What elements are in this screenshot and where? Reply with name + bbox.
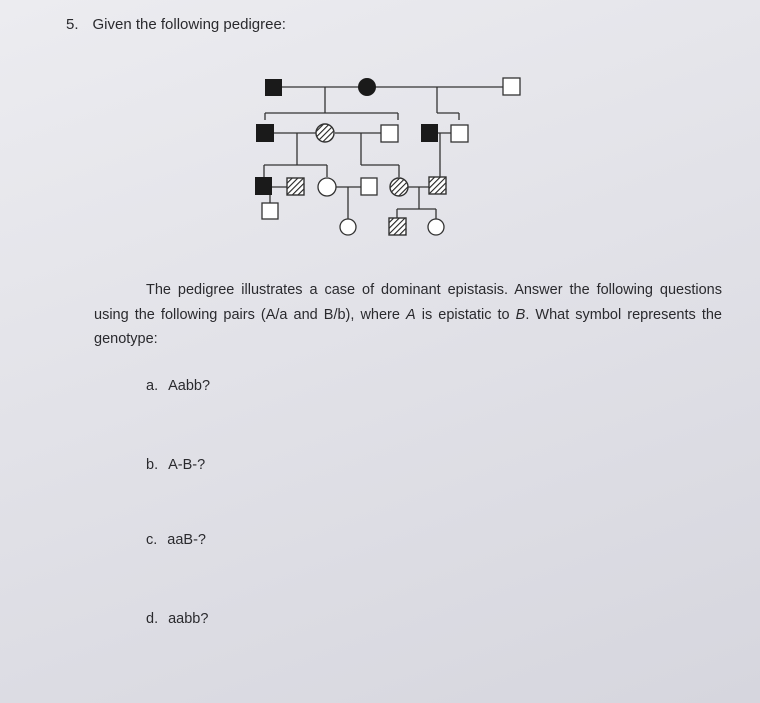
- gen2-male-affected-b: [421, 124, 438, 142]
- pedigree-diagram: [0, 0, 760, 260]
- intro-text-3: . What symbol represents the genotype:: [94, 306, 722, 347]
- gen3-male-hatched: [287, 178, 304, 195]
- gen2-male-affected: [256, 124, 274, 142]
- question-title: Given the following pedigree:: [92, 16, 286, 33]
- question-intro: [94, 278, 722, 352]
- part-c-letter: c.: [146, 532, 158, 548]
- gen3-female-hatched: [390, 178, 408, 196]
- gen4-male-hatched: [389, 218, 406, 235]
- question-number: 5.: [66, 16, 79, 33]
- question-part-d: [146, 611, 208, 627]
- question-part-b: [146, 457, 205, 473]
- question-part-a: [146, 378, 210, 394]
- pedigree-lines: [264, 87, 513, 219]
- gen2-male-unaffected-b: [451, 125, 468, 142]
- gen1-male-affected: [265, 79, 282, 96]
- gen4-female-unaffected: [340, 219, 356, 235]
- gen3-male-hatched-b: [429, 177, 446, 194]
- part-a-text: Aabb?: [168, 378, 211, 394]
- gen4-female-unaffected-b: [428, 219, 444, 235]
- gen4-male-unaffected: [262, 203, 278, 219]
- intro-text-1: The pedigree illustrates a case of dominant epistasis. Answer the following questions using the following pairs (A/a and B/b), where: [94, 282, 722, 323]
- part-d-letter: d.: [146, 611, 159, 627]
- gen2-male-unaffected: [381, 125, 398, 142]
- gen3-male-affected: [255, 177, 272, 195]
- gen2-female-hatched: [316, 124, 334, 142]
- gen3-female-unaffected: [318, 178, 336, 196]
- question-part-c: [146, 532, 206, 548]
- part-b-text: A-B-?: [168, 457, 206, 473]
- part-a-letter: a.: [146, 378, 159, 394]
- part-d-text: aabb?: [168, 611, 209, 627]
- intro-text-2: is epistatic to: [415, 306, 516, 323]
- part-b-letter: b.: [146, 457, 159, 473]
- part-c-text: aaB-?: [167, 532, 206, 548]
- intro-italic-a: A: [406, 306, 416, 323]
- gen1-female-affected: [358, 78, 376, 96]
- intro-italic-b: B: [515, 306, 526, 323]
- gen1-male-unaffected: [503, 78, 520, 95]
- gen3-male-unaffected: [361, 178, 377, 195]
